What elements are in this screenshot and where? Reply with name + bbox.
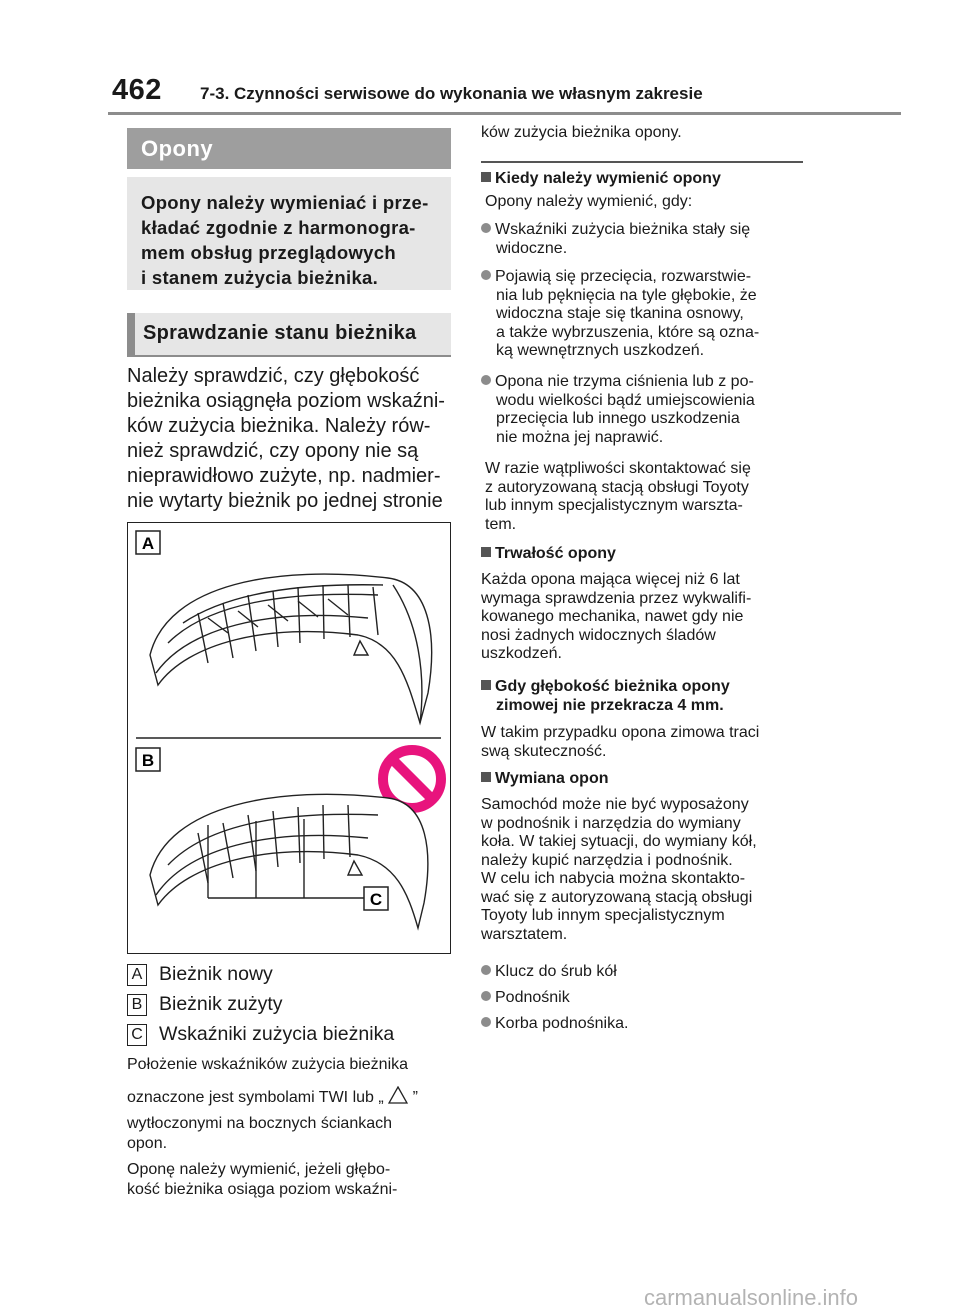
subheading-underline bbox=[127, 355, 451, 357]
figure-label-b: B bbox=[141, 751, 155, 770]
legend-text: Wskaźniki zużycia bieżnika bbox=[159, 1023, 395, 1045]
tire-tread-figure bbox=[127, 522, 451, 954]
when-item: Wskaźniki zużycia bieżnika stały się widoczne. bbox=[481, 221, 806, 258]
intro-line: i stanem zużycia bieżnika. bbox=[141, 267, 379, 288]
durability-text: Każda opona mająca więcej niż 6 lat wymaga sprawdzenia przez wykwalifi- kowanego mechanika, nawet gdy nie nosi żadnych widocznych śladów uszkodzeń. bbox=[481, 571, 752, 662]
legend-key: C bbox=[127, 1024, 147, 1046]
when-intro: Opony należy wymienić, gdy: bbox=[485, 193, 693, 210]
continuation-text: ków zużycia bieżnika opony. bbox=[481, 124, 682, 141]
circle-bullet-icon bbox=[481, 965, 491, 975]
legend-item-b bbox=[127, 993, 457, 1016]
subheading: Sprawdzanie stanu bieżnika bbox=[127, 313, 451, 355]
paragraph-line: Należy sprawdzić, czy głębokość bbox=[127, 365, 420, 387]
when-heading: Kiedy należy wymienić opony bbox=[481, 170, 806, 189]
circle-bullet-icon bbox=[481, 1017, 491, 1027]
page-number: 462 bbox=[112, 74, 162, 106]
winter-heading: Gdy głębokość bieżnika opony zimowej nie przekracza 4 mm. bbox=[481, 678, 806, 715]
watermark: carmanualsonline.info bbox=[644, 1285, 859, 1310]
square-bullet-icon bbox=[481, 172, 491, 182]
note-line: opon. bbox=[127, 1135, 168, 1152]
paragraph-line: nież sprawdzić, czy opony nie są bbox=[127, 440, 419, 462]
circle-bullet-icon bbox=[481, 270, 491, 280]
right-divider bbox=[481, 161, 803, 163]
legend-item-a bbox=[127, 963, 457, 986]
header-divider bbox=[108, 112, 901, 115]
paragraph-line: nie wytarty bieżnik po jednej stronie bbox=[127, 490, 443, 512]
circle-bullet-icon bbox=[481, 223, 491, 233]
doubt-note: W razie wątpliwości skontaktować się z autoryzowaną stacją obsługi Toyoty lub innym specjalistycznym warszta- tem. bbox=[485, 460, 751, 533]
note-line-with-symbol bbox=[127, 1086, 457, 1108]
legend-key: A bbox=[127, 964, 147, 986]
replace-heading: Wymiana opon bbox=[481, 770, 806, 789]
note-text: ” bbox=[412, 1089, 418, 1106]
square-bullet-icon bbox=[481, 680, 491, 690]
intro-box bbox=[127, 177, 451, 290]
intro-line: kładać zgodnie z harmonogra- bbox=[141, 217, 416, 238]
tool-item: Korba podnośnika. bbox=[481, 1015, 806, 1034]
tire-illustration bbox=[128, 523, 449, 952]
figure-label-c: C bbox=[369, 890, 383, 909]
new-tire-icon bbox=[150, 574, 432, 723]
note-line: Oponę należy wymienić, jeżeli głębo- bbox=[127, 1161, 391, 1178]
legend-text: Bieżnik nowy bbox=[159, 963, 273, 985]
paragraph-line: bieżnika osiągnęła poziom wskaźni- bbox=[127, 390, 445, 412]
square-bullet-icon bbox=[481, 547, 491, 557]
note-line: kość bieżnika osiąga poziom wskaźni- bbox=[127, 1181, 398, 1198]
note-text: oznaczone jest symbolami TWI lub „ bbox=[127, 1089, 384, 1106]
circle-bullet-icon bbox=[481, 375, 491, 385]
paragraph-line: ków zużycia bieżnika. Należy rów- bbox=[127, 415, 431, 437]
figure-label-a: A bbox=[141, 534, 155, 553]
circle-bullet-icon bbox=[481, 991, 491, 1001]
intro-line: Opony należy wymieniać i prze- bbox=[141, 192, 429, 213]
legend-text: Bieżnik zużyty bbox=[159, 993, 283, 1015]
replace-text: Samochód może nie być wyposażony w podnośnik i narzędzia do wymiany koła. W takiej sytuacji, do wymiany kół, należy kupić narzędzia i podnośnik. W celu ich nabycia można skontakto- wać się z autoryzowaną stacją obsługi Toyoty lub innym specjalistycznym warsztatem. bbox=[481, 796, 757, 943]
tread-check-paragraph bbox=[127, 364, 457, 514]
note-line: Położenie wskaźników zużycia bieżnika bbox=[127, 1056, 409, 1073]
when-item: Pojawią się przecięcia, rozwarstwie- nia lub pęknięcia na tyle głębokie, że widoczna staje się tkanina osnowy, a także wybrzuszenia, które są ozna- ką wewnętrznych uszkodzeń. bbox=[481, 268, 806, 361]
durability-heading: Trwałość opony bbox=[481, 545, 806, 564]
paragraph-line: nieprawidłowo zużyte, np. nadmier- bbox=[127, 465, 441, 487]
chapter-title: 7-3. Czynności serwisowe do wykonania we własnym zakresie bbox=[200, 84, 703, 103]
winter-text: W takim przypadku opona zimowa traci swą skuteczność. bbox=[481, 724, 760, 760]
legend-item-c bbox=[127, 1023, 457, 1046]
triangle-icon bbox=[388, 1086, 408, 1104]
intro-line: mem obsług przeglądowych bbox=[141, 242, 396, 263]
when-item: Opona nie trzyma ciśnienia lub z po- wodu wielkości bądź umiejscowienia przecięcia lub innego uszkodzenia nie można jej naprawić. bbox=[481, 373, 806, 447]
legend-key: B bbox=[127, 994, 147, 1016]
tool-item: Klucz do śrub kół bbox=[481, 963, 806, 982]
tool-item: Podnośnik bbox=[481, 989, 806, 1008]
section-title: Opony bbox=[127, 128, 451, 169]
square-bullet-icon bbox=[481, 772, 491, 782]
note-line: wytłoczonymi na bocznych ściankach bbox=[127, 1115, 393, 1132]
